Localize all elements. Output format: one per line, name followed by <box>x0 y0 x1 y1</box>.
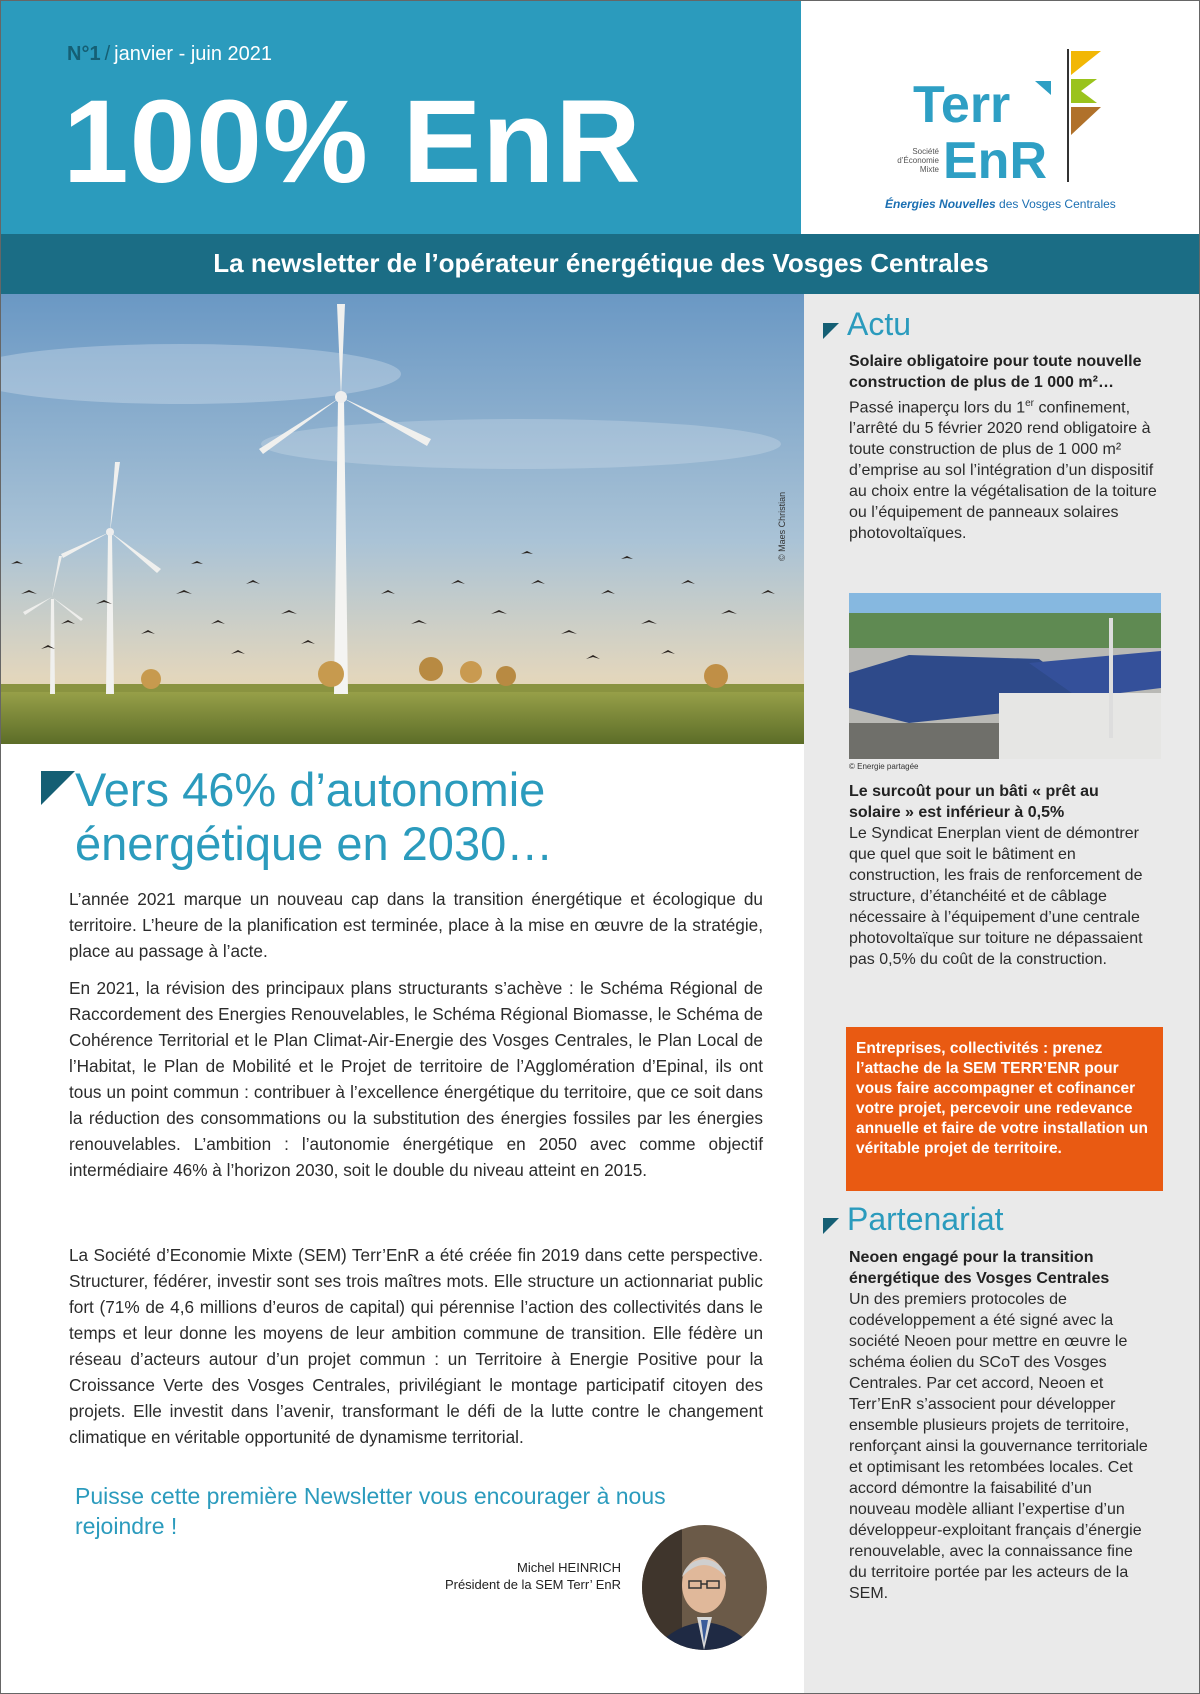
actu-item1-title: Solaire obligatoire pour toute nouvelle construction de plus de 1 000 m²… <box>849 353 1142 391</box>
solar-photo-credit: © Energie partagée <box>849 762 919 771</box>
issue-separator: / <box>104 43 111 65</box>
actu-item2-text: Le Syndicat Enerplan vient de démontrer que quel que soit le bâtiment en construction, les frais de renforcement de structure, d’étanchéité et de câblage nécessaire à l’équipement d’une centrale photovoltaïque sur toiture ne dépassaient pas 0,5% du coût de la construction. <box>849 825 1143 968</box>
actu-item1-text-b: confinement, l’arrêté du 5 février 2020 rend obligatoire à toute construction de plus de 1 000 m² d’emprise au sol l’intégration d’un dispositif au choix entre la végétalisation de la toiture ou l’équipement de panneaux solaires photovoltaïques. <box>849 399 1157 543</box>
article-paragraph-1: L’année 2021 marque un nouveau cap dans la transition énergétique et écologique du territoire. L’heure de la planification est terminée, place à la mise en œuvre de la stratégie, place au passage à l’acte. <box>69 889 763 961</box>
partenariat-item <box>849 1247 1149 1604</box>
logo-enr: EnR <box>943 132 1047 190</box>
wind-turbine-photo <box>1 294 804 744</box>
subtitle-bar <box>1 234 1200 294</box>
solar-roof-photo <box>849 593 1161 759</box>
article-title: Vers 46% d’autonomie énergétique en 2030… <box>75 763 554 870</box>
solar-roof-illustration <box>849 593 1161 759</box>
issue-period: janvier - juin 2021 <box>114 43 273 65</box>
logo-sem-label: Société d’Économie Mixte <box>897 147 939 175</box>
partenariat-heading: Partenariat <box>847 1201 1004 1237</box>
logo-tagline-rest: des Vosges Centrales <box>995 197 1116 211</box>
newsletter-subtitle: La newsletter de l’opérateur énergétique des Vosges Centrales <box>213 248 989 278</box>
partenariat-triangle-icon <box>823 1218 839 1234</box>
callout-box: Entreprises, collectivités : prenez l’attache de la SEM TERR’ENR pour vous faire accompagner et cofinancer votre projet, percevoir une redevance annuelle et faire de votre installation un véritable projet de territoire. <box>846 1027 1163 1191</box>
article-triangle-icon <box>41 771 75 805</box>
actu-item2-title: Le surcoût pour un bâti « prêt au solaire » est inférieur à 0,5% <box>849 783 1099 821</box>
actu-item1-sup: er <box>1025 398 1035 409</box>
signer-role: Président de la SEM Terr’ EnR <box>444 1577 621 1592</box>
issue-number: N°1 <box>67 43 101 65</box>
signer-portrait <box>642 1525 767 1650</box>
logo-tagline-bold: Énergies Nouvelles <box>885 197 996 211</box>
partenariat-text: Un des premiers protocoles de codéveloppement a été signé avec la société Neoen pour mettre en œuvre le schéma éolien du SCoT des Vosges Centrales. Par cet accord, Neoen et Terr’EnR s’associent pour développer ensemble plusieurs projets de territoire, renforçant ainsi la gouvernance territoriale et optimisant les retombées locales. Cet accord démontre la faisabilité d’un nouveau modèle alliant l’expertise d’un développeur-exploitant français d’énergie renouvelable, avec la connaissance fine du territoire portée par les acteurs de la SEM. <box>849 1291 1148 1602</box>
wind-turbine-illustration <box>1 294 804 744</box>
actu-triangle-icon <box>823 323 839 339</box>
portrait-illustration <box>642 1525 767 1650</box>
masthead-title: 100% EnR <box>63 76 642 208</box>
actu-heading: Actu <box>847 306 912 342</box>
actu-item1-text-a: Passé inaperçu lors du 1 <box>849 399 1026 417</box>
issue-line <box>67 43 272 66</box>
article-paragraph-2: En 2021, la révision des principaux plans structurants s’achève : le Schéma Régional de Raccordement des Energies Renouvelables, le Schéma Régional Biomasse, le Schéma de Cohérence Territorial et le Plan Climat-Air-Energie des Vosges Centrales, le Plan Local de l’Habitat, le Plan de Mobilité et le Projet de territoire de l’Agglomération d’Epinal, ils ont tous un point commun : contribuer à l’excellence énergétique du territoire, que ce soit dans la réduction des consommations ou la substitution des énergies fossiles par les énergies renouvelables. L’ambition : l’autonomie énergétique en 2050 avec comme objectif intermédiaire 46% à l’horizon 2030, soit le double du niveau atteint en 2015. <box>69 978 763 1180</box>
actu-item1 <box>849 351 1169 544</box>
partenariat-title: Neoen engagé pour la transition énergétique des Vosges Centrales <box>849 1249 1110 1287</box>
terrenr-logo <box>881 47 1131 217</box>
signer-name: Michel HEINRICH <box>516 1560 621 1575</box>
article-paragraph-3: La Société d’Economie Mixte (SEM) Terr’EnR a été créée fin 2019 dans cette perspective. Structurer, fédérer, investir sont ses trois maîtres mots. Elle structure un actionnariat public fort (71% de 4,6 millions d’euros de capital) qui pérennise l’action des collectivités dans le temps et leur donne les moyens de leur ambition commune de transition. Elle fédère un réseau d’acteurs autour d’un projet commun : un Territoire à Energie Positive pour la Croissance Verte des Vosges Centrales, privilégiant le montage participatif citoyen des projets. Elle investit dans l’avenir, transformant le défi de la lutte contre le changement climatique en véritable opportunité de dynamisme territorial. <box>69 1245 763 1447</box>
actu-item2 <box>849 781 1149 970</box>
logo-tagline <box>885 197 1116 211</box>
hero-photo-credit: © Maes Christian <box>777 491 787 561</box>
logo-terr: Terr <box>913 76 1011 134</box>
article-closing: Puisse cette première Newsletter vous encourager à nous rejoindre ! <box>75 1483 666 1539</box>
header-banner <box>1 1 801 234</box>
signature <box>351 1559 621 1593</box>
